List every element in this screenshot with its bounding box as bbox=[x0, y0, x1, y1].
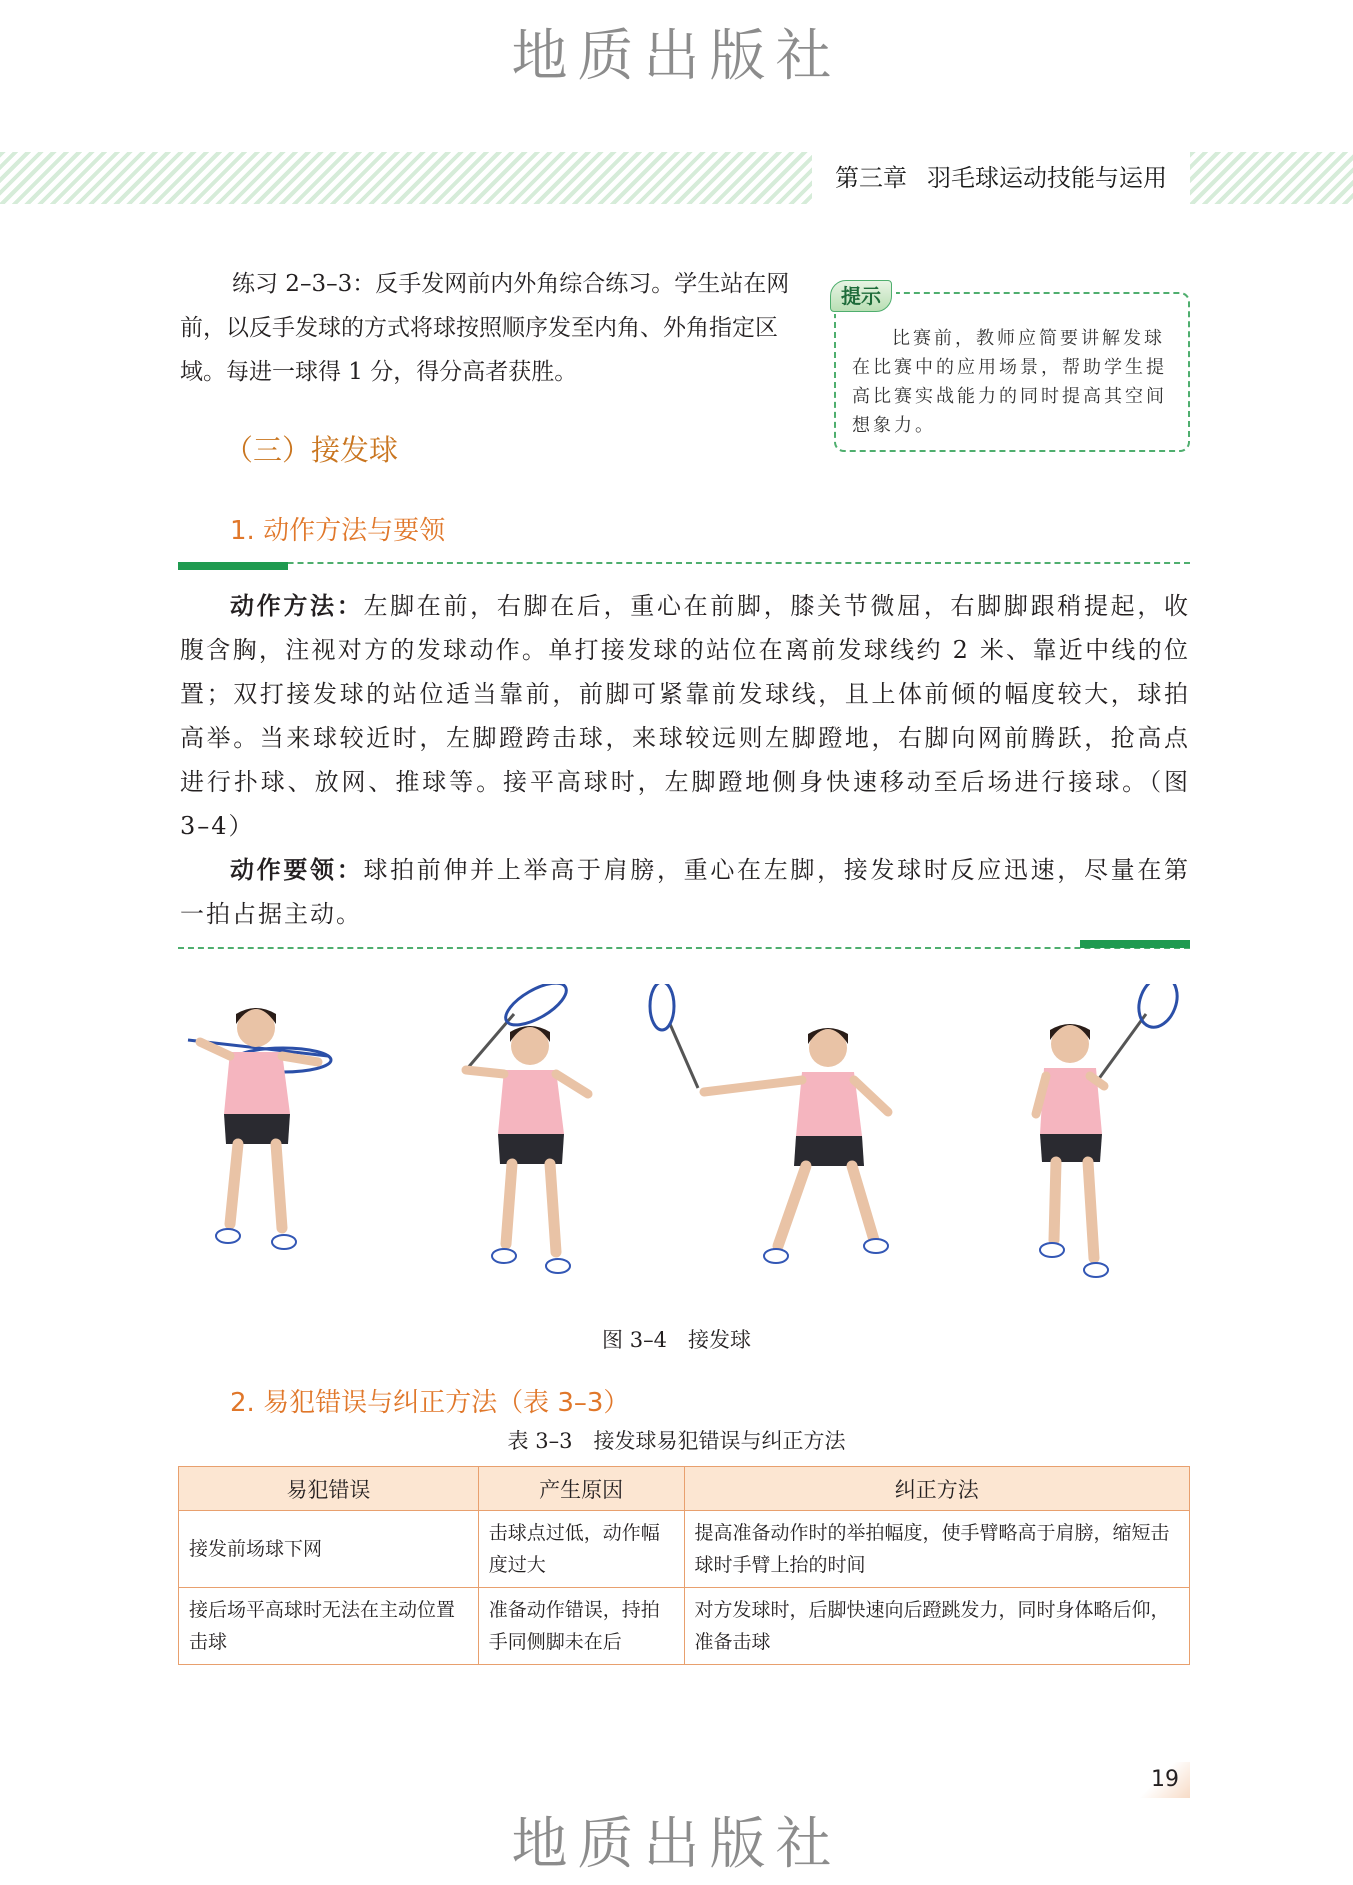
section-heading: （三）接发球 bbox=[224, 433, 399, 467]
header-stripe-left bbox=[0, 152, 812, 204]
chapter-title bbox=[812, 152, 1190, 204]
method-text: 左脚在前，右脚在后，重心在前脚，膝关节微屈，右脚脚跟稍提起，收腹含胸，注视对方的发球动作。单打接发球的站位在离前发球线约 2 米、靠近中线的位置；双打接发球的站位适当靠前，前脚可紧靠前发球线，且上体前倾的幅度较大，球拍高举。当来球较近时，左脚蹬跨击球，来球较远则左脚蹬地，右脚向网前腾跃，抢高点进行扑球、放网、推球等。接平高球时，左脚蹬地侧身快速移动至后场进行接球。（图 3–4） bbox=[180, 592, 1191, 840]
table-cell: 准备动作错误，持拍手同侧脚未在后 bbox=[478, 1588, 684, 1665]
key-paragraph bbox=[180, 848, 1190, 936]
table-cell: 接后场平高球时无法在主动位置击球 bbox=[179, 1588, 479, 1665]
table-row bbox=[179, 1511, 1190, 1588]
method-paragraph bbox=[180, 584, 1190, 848]
chapter-number: 第三章 bbox=[835, 164, 907, 192]
tip-text: 比赛前，教师应简要讲解发球在比赛中的应用场景，帮助学生提高比赛实战能力的同时提高其空间想象力。 bbox=[852, 328, 1167, 436]
divider-accent-left bbox=[178, 562, 288, 570]
table-header-row bbox=[179, 1467, 1190, 1511]
chapter-name: 羽毛球运动技能与运用 bbox=[927, 164, 1167, 192]
divider-accent-right bbox=[1080, 940, 1190, 948]
tip-label: 提示 bbox=[830, 280, 892, 312]
player-figure-1 bbox=[178, 984, 358, 1324]
divider-top bbox=[178, 562, 1190, 564]
photo-ready-stance bbox=[178, 984, 358, 1324]
player-figure-3 bbox=[648, 984, 918, 1324]
player-figure-4 bbox=[1018, 984, 1198, 1324]
subsection-heading-errors: 2. 易犯错误与纠正方法（表 3–3） bbox=[230, 1388, 630, 1418]
table-cell: 提高准备动作时的举拍幅度，使手臂略高于肩膀，缩短击球时手臂上抬的时间 bbox=[684, 1511, 1190, 1588]
header-stripe-right bbox=[1190, 152, 1353, 204]
column-header-cause: 产生原因 bbox=[478, 1467, 684, 1511]
key-text: 球拍前伸并上举高于肩膀，重心在左脚，接发球时反应迅速，尽量在第一拍占据主动。 bbox=[180, 856, 1191, 928]
column-header-correction: 纠正方法 bbox=[684, 1467, 1190, 1511]
subsection-heading-method: 1. 动作方法与要领 bbox=[230, 516, 446, 546]
tip-tag bbox=[826, 278, 896, 314]
photo-high-racket bbox=[1018, 984, 1198, 1324]
chapter-header bbox=[0, 152, 1353, 204]
column-header-error: 易犯错误 bbox=[179, 1467, 479, 1511]
photo-racket-raised bbox=[418, 984, 638, 1324]
receive-serve-photos bbox=[178, 984, 1190, 1324]
table-row bbox=[179, 1588, 1190, 1665]
watermark-top: 地质出版社 bbox=[511, 24, 842, 89]
method-body bbox=[180, 584, 1190, 936]
table-cell: 击球点过低，动作幅度过大 bbox=[478, 1511, 684, 1588]
table-cell: 对方发球时，后脚快速向后蹬跳发力，同时身体略后仰，准备击球 bbox=[684, 1588, 1190, 1665]
watermark-bottom: 地质出版社 bbox=[511, 1812, 842, 1877]
method-label: 动作方法： bbox=[230, 592, 364, 620]
figure-caption: 图 3–4 接发球 bbox=[602, 1328, 751, 1352]
key-label: 动作要领： bbox=[230, 856, 364, 884]
page-number: 19 bbox=[1140, 1762, 1190, 1798]
exercise-paragraph bbox=[180, 262, 808, 394]
errors-table bbox=[178, 1466, 1190, 1665]
table-caption: 表 3–3 接发球易犯错误与纠正方法 bbox=[507, 1429, 846, 1453]
photo-lunge-reach bbox=[648, 984, 918, 1324]
table-cell: 接发前场球下网 bbox=[179, 1511, 479, 1588]
exercise-text: 练习 2–3–3：反手发网前内外角综合练习。学生站在网前，以反手发球的方式将球按照顺序发至内角、外角指定区域。每进一球得 1 分，得分高者获胜。 bbox=[180, 271, 790, 385]
player-figure-2 bbox=[418, 984, 638, 1324]
divider-bottom bbox=[178, 947, 1190, 949]
